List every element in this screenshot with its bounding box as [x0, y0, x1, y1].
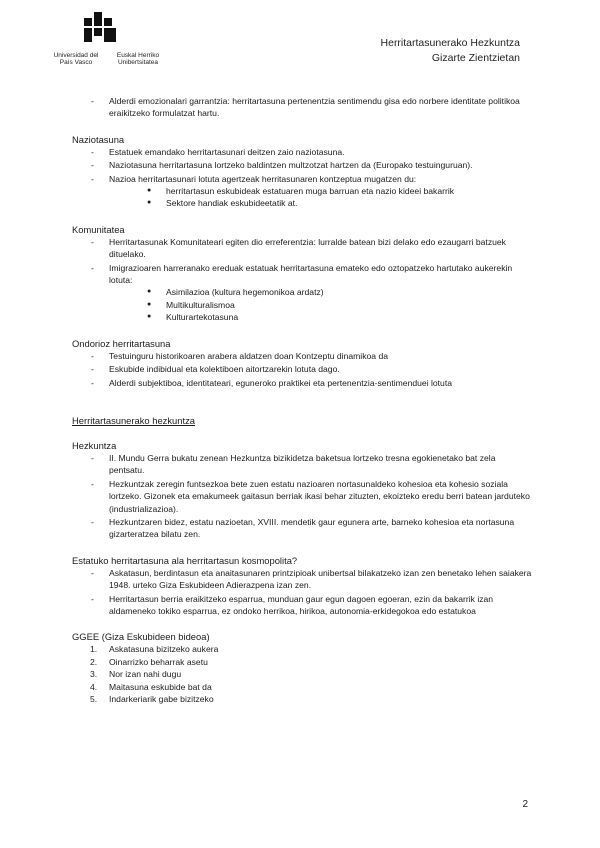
- document-body: [72, 95, 532, 705]
- list-item: - Askatasun, berdintasun eta anaitasunaren printzipioak unibertsal bilakatzeko izan zen benetako lehen saiakera 1948. urteko Giza Eskubideen Adierazpena izan zen.: [72, 567, 532, 592]
- list-item: - Hezkuntzak zeregin funtsezkoa bete zuen estatu nazioaren nortasunaldeko kohesioa eta kohesio soziala lortzeko. Gizonek eta emakumeek gaitasun berriak ikasi behar zituzten, ekoizteko eredu berri batean jarduteko (industrializazioa).: [72, 478, 532, 515]
- item-number: 3.: [90, 669, 98, 680]
- ondorioz-list: [72, 350, 532, 389]
- item-text: Maitasuna eskubide bat da: [109, 681, 212, 692]
- list-item: - Hezkuntzaren bidez, estatu nazioetan, XVIII. mendetik gaur egunera arte, barneko kohesioa eta nortasuna gizarteratzea bilatu zen.: [72, 516, 532, 541]
- list-item: - Naziotasuna herritartasuna lortzeko baldintzen multzotzat hartzen da (Europako testuinguruan).: [72, 159, 532, 171]
- list-item: - Herritartasunak Komunitateari egiten dio erreferentzia: lurralde batean bizi delako edo ezaugarri batzuek dituelako.: [72, 236, 532, 261]
- numbered-item: [72, 656, 532, 668]
- naziotasuna-sublist: [109, 185, 532, 210]
- intro-list: [72, 95, 532, 120]
- sublist-item: ● Sektore handiak eskubideetatik at.: [147, 197, 532, 209]
- komunitatea-list: [72, 236, 532, 324]
- hezkuntza-list: [72, 452, 532, 541]
- estatuko-list: [72, 567, 532, 618]
- logo-text-spanish: Universidad del País Vasco: [53, 52, 99, 66]
- section-heading-herritartasunerako-hezkuntza: Herritartasunerako hezkuntza: [72, 414, 195, 426]
- list-item: [72, 173, 532, 210]
- numbered-item: [72, 643, 532, 655]
- item-text: Indarkeriarik gabe bizitzeko: [109, 694, 214, 704]
- list-item: - Alderdi emozionalari garrantzia: herritartasuna pertenentzia sentimendu gisa edo norbere identitate politikoa eraikitzeko formulatzat hartu.: [72, 95, 532, 120]
- komunitatea-sublist: [109, 286, 532, 323]
- list-item: - Testuinguru historikoaren arabera aldatzen doan Kontzeptu dinamikoa da: [72, 350, 532, 362]
- item-number: 2.: [90, 656, 98, 667]
- sublist-item: ● Multikulturalismoa: [147, 299, 532, 311]
- university-logo: [48, 10, 168, 66]
- header-title-line2: Gizarte Zientzietan: [431, 52, 520, 64]
- list-item: [72, 262, 532, 324]
- header-title-line1: Herritartasunerako Hezkuntza: [380, 37, 520, 49]
- section-heading-estatuko: Estatuko herritartasuna ala herritartasun kosmopolita?: [72, 554, 298, 566]
- logo-text-basque: Euskal Herriko Unibertsitatea: [116, 52, 160, 66]
- page-header: [381, 36, 520, 66]
- item-number: 5.: [90, 694, 98, 704]
- section-heading-hezkuntza: Hezkuntza: [72, 439, 117, 451]
- list-item-text: Nazioa herritartasunari lotuta agertzeak herritasunaren kontzeptua mugatzen du:: [109, 173, 417, 184]
- logo-mark-icon: [84, 12, 116, 42]
- list-item: - Eskubide indibidual eta kolektiboen aitortzarekin lotuta dago.: [72, 363, 532, 375]
- section-heading-komunitatea: Komunitatea: [72, 223, 125, 235]
- sublist-item: ● herritartasun eskubideak estatuaren muga barruan eta nazio kideei bakarrik: [147, 185, 532, 197]
- section-heading-ondorioz: Ondorioz herritartasuna: [72, 337, 171, 349]
- list-item: - Herritartasun berria eraikitzeko esparrua, munduan gaur egun dagoen egoeran, ezin da bakarrik izan aldameneko tokiko esparrua, ez ondoko herrikoa, hirikoa, autonomia-erkidegokoa edo estatukoa: [72, 593, 532, 618]
- item-text: Nor izan nahi dugu: [109, 669, 182, 680]
- item-text: Oinarrizko beharrak asetu: [109, 656, 208, 667]
- item-number: 4.: [90, 681, 98, 692]
- numbered-item: [72, 668, 532, 680]
- list-item-text: Imigrazioaren harreranako ereduak estatuak herritartasuna emateko edo oztopatzeko hartutako aukerekin lotuta:: [109, 262, 513, 286]
- ggee-list: [72, 643, 532, 705]
- section-heading-naziotasuna: Naziotasuna: [72, 133, 125, 145]
- list-item: - Alderdi subjektiboa, identitateari, eguneroko praktikei eta pertenentzia-sentimenduei lotuta: [72, 377, 532, 389]
- numbered-item: [72, 681, 532, 693]
- numbered-item: [72, 693, 532, 705]
- naziotasuna-list: [72, 146, 532, 210]
- item-number: 1.: [90, 644, 98, 655]
- list-item: - Estatuek emandako herritartasunari deitzen zaio naziotasuna.: [72, 146, 532, 158]
- section-heading-ggee: GGEE (Giza Eskubideen bideoa): [72, 631, 210, 643]
- page-number: 2: [522, 799, 528, 810]
- sublist-item: ● Kulturartekotasuna: [147, 311, 532, 323]
- list-item: - II. Mundu Gerra bukatu zenean Hezkuntza bizikidetza baketsua lortzeko tresna egokienetako bat zela pentsatu.: [72, 452, 532, 477]
- item-text: Askatasuna bizitzeko aukera: [109, 644, 219, 655]
- sublist-item: ● Asimilazioa (kultura hegemonikoa ardatz): [147, 286, 532, 298]
